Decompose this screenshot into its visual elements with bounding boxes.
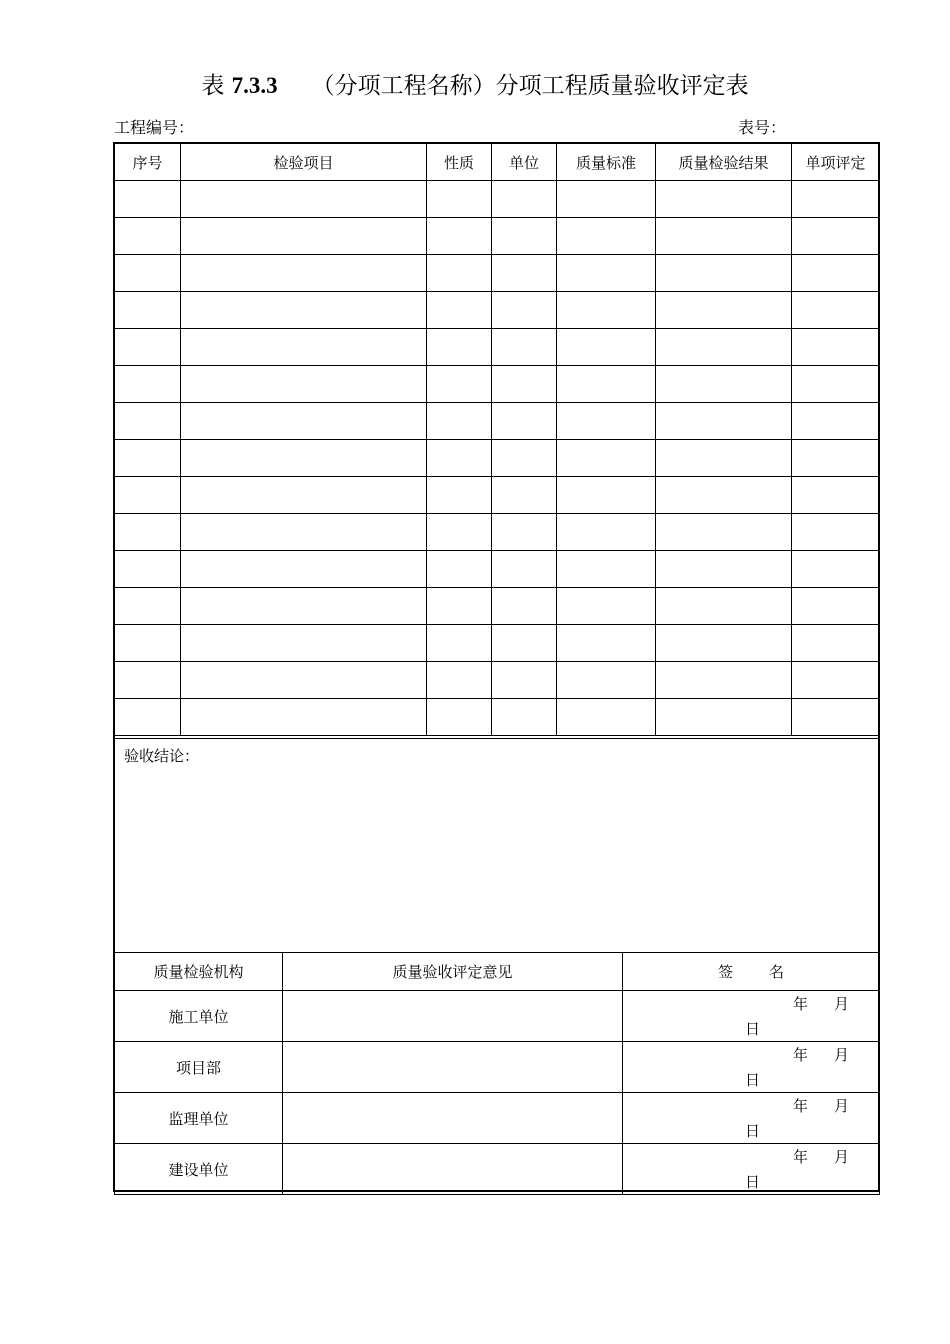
signature-table xyxy=(114,952,880,1195)
table-cell[interactable] xyxy=(181,625,427,662)
table-cell[interactable] xyxy=(427,699,492,736)
table-cell[interactable] xyxy=(492,514,557,551)
table-cell[interactable] xyxy=(115,440,181,477)
table-cell[interactable] xyxy=(181,662,427,699)
signature-row xyxy=(115,1042,880,1093)
table-cell[interactable] xyxy=(115,181,181,218)
signature-row xyxy=(115,1093,880,1144)
table-cell[interactable] xyxy=(181,218,427,255)
table-cell[interactable] xyxy=(492,255,557,292)
table-cell[interactable] xyxy=(792,477,880,514)
table-cell[interactable] xyxy=(792,699,880,736)
table-row xyxy=(115,551,880,588)
table-cell[interactable] xyxy=(557,699,656,736)
table-cell[interactable] xyxy=(557,662,656,699)
table-cell[interactable] xyxy=(557,292,656,329)
table-cell[interactable] xyxy=(427,255,492,292)
table-cell[interactable] xyxy=(557,218,656,255)
table-cell[interactable] xyxy=(792,255,880,292)
header-item: 检验项目 xyxy=(181,144,427,181)
table-cell[interactable] xyxy=(115,329,181,366)
table-row xyxy=(115,588,880,625)
table-cell[interactable] xyxy=(492,551,557,588)
header-serial: 序号 xyxy=(115,144,181,181)
table-cell[interactable] xyxy=(557,255,656,292)
signature-cell[interactable]: 年 月 日 xyxy=(623,991,880,1042)
table-cell[interactable] xyxy=(792,440,880,477)
table-cell[interactable] xyxy=(427,625,492,662)
table-cell[interactable] xyxy=(115,625,181,662)
signature-cell[interactable]: 年 月 日 xyxy=(623,1093,880,1144)
table-cell[interactable] xyxy=(115,403,181,440)
org-name: 监理单位 xyxy=(115,1093,283,1144)
table-cell[interactable] xyxy=(492,477,557,514)
table-cell[interactable] xyxy=(557,477,656,514)
table-cell[interactable] xyxy=(427,477,492,514)
table-cell[interactable] xyxy=(656,329,792,366)
opinion-cell[interactable] xyxy=(283,1144,623,1195)
table-cell[interactable] xyxy=(492,329,557,366)
header-evaluation: 单项评定 xyxy=(792,144,880,181)
table-cell[interactable] xyxy=(792,662,880,699)
header-opinion: 质量验收评定意见 xyxy=(283,953,623,991)
table-cell[interactable] xyxy=(792,625,880,662)
form-frame xyxy=(113,142,880,1192)
table-cell[interactable] xyxy=(492,699,557,736)
table-cell[interactable] xyxy=(557,181,656,218)
table-cell[interactable] xyxy=(427,329,492,366)
header-standard: 质量标准 xyxy=(557,144,656,181)
table-cell[interactable] xyxy=(181,440,427,477)
table-cell[interactable] xyxy=(115,366,181,403)
signature-row xyxy=(115,1144,880,1195)
table-cell[interactable] xyxy=(656,551,792,588)
table-cell[interactable] xyxy=(181,181,427,218)
table-cell[interactable] xyxy=(792,551,880,588)
table-cell[interactable] xyxy=(115,662,181,699)
table-cell[interactable] xyxy=(792,514,880,551)
table-cell[interactable] xyxy=(557,551,656,588)
table-cell[interactable] xyxy=(656,440,792,477)
title-number: 7.3.3 xyxy=(231,73,278,98)
table-cell[interactable] xyxy=(115,292,181,329)
table-cell[interactable] xyxy=(492,403,557,440)
table-cell[interactable] xyxy=(792,292,880,329)
table-cell[interactable] xyxy=(656,477,792,514)
table-cell[interactable] xyxy=(557,625,656,662)
conclusion-label: 验收结论： xyxy=(124,747,200,765)
table-cell[interactable] xyxy=(115,477,181,514)
table-cell[interactable] xyxy=(557,588,656,625)
signature-cell[interactable]: 年 月 日 xyxy=(623,1144,880,1195)
opinion-cell[interactable] xyxy=(283,1093,623,1144)
table-cell[interactable] xyxy=(181,477,427,514)
table-cell[interactable] xyxy=(557,329,656,366)
table-row xyxy=(115,514,880,551)
table-row xyxy=(115,329,880,366)
table-cell[interactable] xyxy=(427,440,492,477)
table-cell[interactable] xyxy=(427,292,492,329)
header-nature: 性质 xyxy=(427,144,492,181)
table-cell[interactable] xyxy=(492,588,557,625)
table-row xyxy=(115,662,880,699)
table-row xyxy=(115,366,880,403)
table-cell[interactable] xyxy=(656,366,792,403)
table-cell[interactable] xyxy=(557,366,656,403)
table-cell[interactable] xyxy=(792,218,880,255)
table-cell[interactable] xyxy=(181,329,427,366)
table-cell[interactable] xyxy=(656,181,792,218)
table-cell[interactable] xyxy=(492,440,557,477)
table-row xyxy=(115,255,880,292)
org-name: 施工单位 xyxy=(115,991,283,1042)
table-cell[interactable] xyxy=(181,588,427,625)
opinion-cell[interactable] xyxy=(283,991,623,1042)
title-text: （分项工程名称）分项工程质量验收评定表 xyxy=(311,73,749,99)
table-cell[interactable] xyxy=(792,181,880,218)
table-cell[interactable] xyxy=(181,514,427,551)
table-cell[interactable] xyxy=(492,218,557,255)
items-body xyxy=(115,181,880,736)
table-cell[interactable] xyxy=(557,514,656,551)
table-cell[interactable] xyxy=(656,403,792,440)
table-cell[interactable] xyxy=(427,403,492,440)
table-cell[interactable] xyxy=(427,662,492,699)
table-cell[interactable] xyxy=(181,699,427,736)
table-cell[interactable] xyxy=(115,255,181,292)
table-cell[interactable] xyxy=(656,662,792,699)
table-row xyxy=(115,218,880,255)
table-row xyxy=(115,403,880,440)
table-cell[interactable] xyxy=(656,514,792,551)
org-name: 项目部 xyxy=(115,1042,283,1093)
table-cell[interactable] xyxy=(181,292,427,329)
table-cell[interactable] xyxy=(492,366,557,403)
header-inspection-org: 质量检验机构 xyxy=(115,953,283,991)
table-cell[interactable] xyxy=(181,551,427,588)
table-cell[interactable] xyxy=(427,181,492,218)
table-cell[interactable] xyxy=(427,514,492,551)
table-row xyxy=(115,699,880,736)
table-cell[interactable] xyxy=(492,625,557,662)
org-name: 建设单位 xyxy=(115,1144,283,1195)
table-cell[interactable] xyxy=(492,662,557,699)
table-cell[interactable] xyxy=(656,255,792,292)
table-row xyxy=(115,292,880,329)
page-title xyxy=(0,68,950,104)
table-cell[interactable] xyxy=(492,292,557,329)
header-unit: 单位 xyxy=(492,144,557,181)
table-cell[interactable] xyxy=(792,366,880,403)
table-cell[interactable] xyxy=(656,699,792,736)
table-cell[interactable] xyxy=(792,403,880,440)
table-cell[interactable] xyxy=(656,588,792,625)
table-cell[interactable] xyxy=(115,514,181,551)
table-cell[interactable] xyxy=(427,588,492,625)
table-cell[interactable] xyxy=(656,218,792,255)
table-row xyxy=(115,477,880,514)
table-cell[interactable] xyxy=(792,588,880,625)
table-cell[interactable] xyxy=(427,551,492,588)
header-signature: 签 名 xyxy=(623,953,880,991)
table-row xyxy=(115,181,880,218)
table-cell[interactable] xyxy=(427,218,492,255)
table-cell[interactable] xyxy=(115,588,181,625)
table-row xyxy=(115,625,880,662)
table-cell[interactable] xyxy=(115,218,181,255)
table-cell[interactable] xyxy=(181,366,427,403)
table-cell[interactable] xyxy=(557,403,656,440)
table-cell[interactable] xyxy=(115,551,181,588)
form-number-label: 表号： xyxy=(738,118,787,137)
signature-row xyxy=(115,991,880,1042)
table-cell[interactable] xyxy=(792,329,880,366)
table-cell[interactable] xyxy=(492,181,557,218)
table-cell[interactable] xyxy=(557,440,656,477)
inspection-items-table xyxy=(114,143,880,736)
table-cell[interactable] xyxy=(181,255,427,292)
table-row xyxy=(115,440,880,477)
table-cell[interactable] xyxy=(181,403,427,440)
header-result: 质量检验结果 xyxy=(656,144,792,181)
table-cell[interactable] xyxy=(427,366,492,403)
title-prefix: 表 xyxy=(201,73,225,99)
table-cell[interactable] xyxy=(656,625,792,662)
signature-cell[interactable]: 年 月 日 xyxy=(623,1042,880,1093)
opinion-cell[interactable] xyxy=(283,1042,623,1093)
conclusion-section[interactable] xyxy=(115,738,878,954)
project-number-label: 工程编号： xyxy=(114,118,195,137)
table-cell[interactable] xyxy=(115,699,181,736)
table-cell[interactable] xyxy=(656,292,792,329)
